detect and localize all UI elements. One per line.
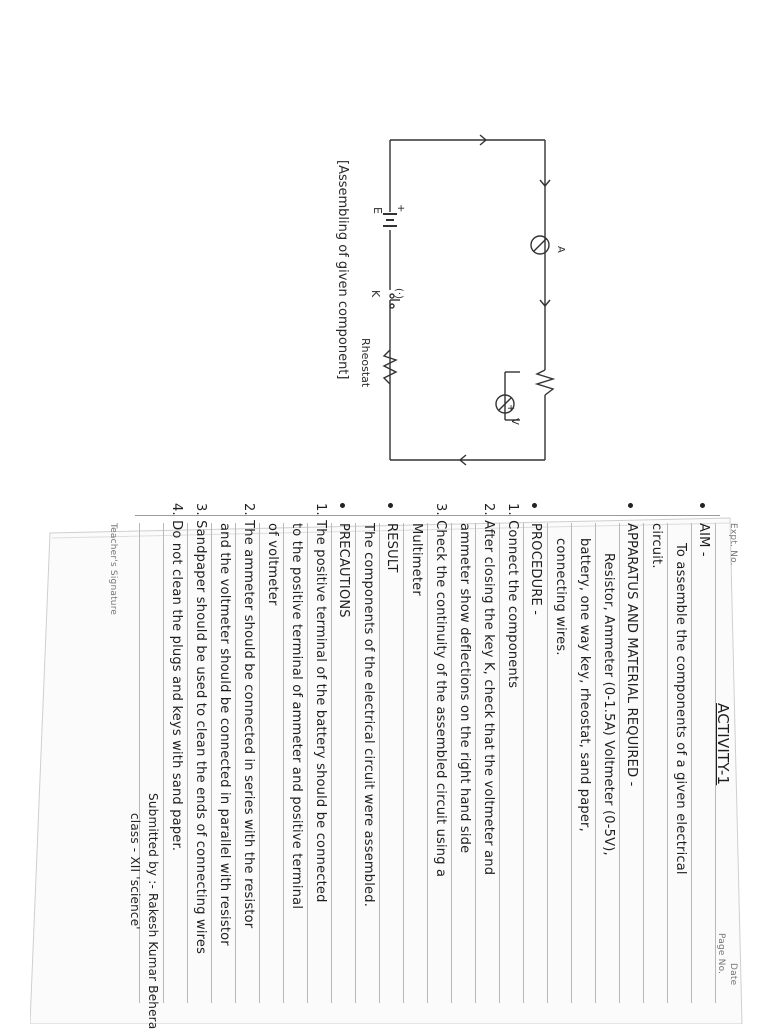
precaution-1c: of voltmeter: [265, 523, 280, 606]
battery-plus-label: +: [395, 204, 406, 213]
key-symbol: (·): [393, 288, 404, 299]
precautions-bullet: [340, 503, 345, 508]
page-no-label: Page No.: [716, 933, 726, 975]
precaution-2b: and the voltmeter should be connected in parallel with resistor: [217, 523, 232, 946]
class-line: class - XII 'science': [128, 813, 142, 930]
procedure-step-1: 1. Connect the components: [505, 503, 520, 689]
voltmeter-plus-label: +: [505, 404, 516, 413]
aim-heading: AIM -: [696, 523, 711, 557]
result-bullet: [388, 503, 393, 508]
precaution-4: 4. Do not clean the plugs and keys with sand paper.: [169, 503, 184, 852]
battery-label: E: [371, 207, 384, 214]
key-label: K: [369, 290, 382, 298]
aim-line-2: circuit.: [649, 523, 664, 569]
procedure-step-2a: 2. After closing the key K, check that the voltmeter and: [481, 503, 496, 876]
voltmeter-label: V: [509, 418, 520, 425]
precaution-1b: to the positive terminal of ammeter and positive terminal: [289, 523, 304, 910]
precaution-2a: 2. The ammeter should be connected in series with the resistor: [241, 503, 256, 929]
submitted-by: Submitted by :- Rakesh Kumar Behera: [146, 793, 160, 1029]
teacher-signature-label: Teacher's Signature: [108, 523, 118, 616]
procedure-step-3a: 3. Check the continuity of the assembled circuit using a: [433, 503, 448, 878]
circuit-diagram: [0, 0, 768, 500]
notebook-page: [30, 493, 744, 1029]
diagram-caption: [Assembling of given component]: [335, 160, 350, 380]
margin-line: [135, 515, 720, 516]
precautions-heading: PRECAUTIONS: [336, 523, 351, 618]
apparatus-heading: APPARATUS AND MATERIAL REQUIRED -: [624, 523, 639, 787]
procedure-step-3b: Multimeter: [409, 523, 424, 596]
aim-line-1: To assemble the components of a given electrical: [673, 543, 688, 875]
circuit-drawing: [0, 0, 768, 500]
page-title: ACTIVITY-1: [714, 703, 732, 786]
apparatus-line-2: battery, one way key, rheostat, sand paper,: [577, 538, 592, 832]
apparatus-line-3: connecting wires.: [553, 538, 568, 656]
expt-no-label: Expt. No.: [728, 523, 738, 566]
result-line: The components of the electrical circuit were assembled.: [361, 523, 376, 908]
apparatus-line-1: Resistor, Ammeter (0-1.5A) Voltmeter (0-5V),: [601, 553, 616, 856]
procedure-bullet: [532, 503, 537, 508]
procedure-heading: PROCEDURE -: [528, 523, 543, 616]
apparatus-bullet: [628, 503, 633, 508]
precaution-3: 3. Sandpaper should be used to clean the ends of connecting wires: [193, 503, 208, 955]
precaution-1a: 1. The positive terminal of the battery should be connected: [313, 503, 328, 903]
rheostat-label: Rheostat: [359, 338, 372, 388]
page-content: [50, 493, 740, 1029]
date-label: Date: [728, 963, 738, 986]
aim-bullet: [700, 503, 705, 508]
ammeter-label: A: [555, 246, 566, 253]
procedure-step-2b: ammeter show deflections on the right hand side: [457, 523, 472, 854]
result-heading: RESULT: [384, 523, 399, 573]
